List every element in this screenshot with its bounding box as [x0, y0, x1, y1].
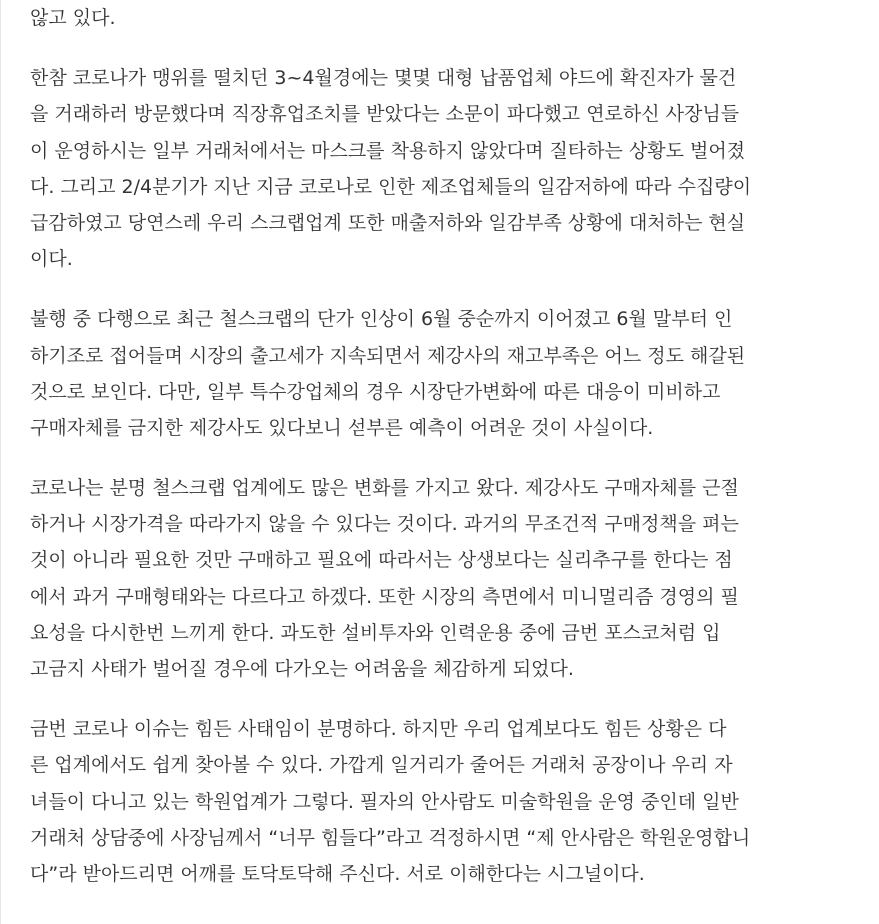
text-line: 이 운영하시는 일부 거래처에서는 마스크를 착용하지 않았다며 질타하는 상황도 벌어졌 — [30, 139, 746, 162]
text-line: 것으로 보인다. 다만, 일부 특수강업체의 경우 시장단가변화에 따른 대응이 미비하고 — [30, 380, 721, 403]
text-line: 한참 코로나가 맹위를 떨치던 3~4월경에는 몇몇 대형 납품업체 야드에 확진자가 물건 — [30, 67, 737, 90]
text-line: 른 업계에서도 쉽게 찾아볼 수 있다. 가깝게 일거리가 줄어든 거래처 공장이나 우리 자 — [30, 754, 733, 777]
paragraph-gap — [30, 36, 860, 60]
left-border-rule — [0, 0, 1, 924]
paragraph-3 — [30, 301, 860, 446]
text-line: 않고 있다. — [30, 7, 116, 29]
text-line: 에서 과거 구매형태와는 다르다고 하겠다. 또한 시장의 측면에서 미니멀리즘 경영의 필 — [30, 585, 739, 608]
paragraph-gap — [30, 687, 860, 711]
text-line: 녀들이 다니고 있는 학원업계가 그렇다. 필자의 안사람도 미술학원을 운영 중인데 일반 — [30, 790, 739, 813]
text-line: 을 거래하러 방문했다며 직장휴업조치를 받았다는 소문이 파다했고 연로하신 사장님들 — [30, 103, 740, 126]
paragraph-1 — [30, 0, 860, 36]
text-line: 코로나는 분명 철스크랩 업계에도 많은 변화를 가지고 왔다. 제강사도 구매자체를 근절 — [30, 477, 739, 500]
text-line: 급감하였고 당연스레 우리 스크랩업계 또한 매출저하와 일감부족 상황에 대처하는 현실 — [30, 211, 746, 234]
paragraph-gap — [30, 446, 860, 470]
text-line: 하거나 시장가격을 따라가지 않을 수 있다는 것이다. 과거의 무조건적 구매정책을 펴는 — [30, 513, 739, 536]
text-line: 다. 그리고 2/4분기가 지난 지금 코로나로 인한 제조업체들의 일감저하에 따라 수집량이 — [30, 175, 752, 198]
text-line: 불행 중 다행으로 최근 철스크랩의 단가 인상이 6월 중순까지 이어졌고 6월 말부터 인 — [30, 308, 733, 331]
text-line: 이다. — [30, 248, 73, 271]
text-line: 구매자체를 금지한 제강사도 있다보니 섣부른 예측이 어려운 것이 사실이다. — [30, 416, 654, 439]
paragraph-4 — [30, 470, 860, 687]
text-line: 요성을 다시한번 느끼게 한다. 과도한 설비투자와 인력운용 중에 금번 포스코처럼 입 — [30, 621, 721, 644]
text-line: 고금지 사태가 벌어질 경우에 다가오는 어려움을 체감하게 되었다. — [30, 658, 574, 680]
text-line: 거래처 상담중에 사장님께서 “너무 힘들다”라고 걱정하시면 “제 안사람은 학원운영합니 — [30, 826, 751, 849]
paragraph-5 — [30, 711, 860, 892]
text-line: 다”라 받아드리면 어깨를 토닥토닥해 주신다. 서로 이해한다는 시그널이다. — [30, 862, 645, 885]
text-line: 금번 코로나 이슈는 힘든 사태임이 분명하다. 하지만 우리 업계보다도 힘든 상황은 다 — [30, 718, 727, 741]
text-line: 하기조로 접어들며 시장의 출고세가 지속되면서 제강사의 재고부족은 어느 정도 해갈된 — [30, 344, 746, 367]
paragraph-2 — [30, 60, 860, 277]
paragraph-gap — [30, 277, 860, 301]
article-body — [30, 0, 860, 892]
text-line: 것이 아니라 필요한 것만 구매하고 필요에 따라서는 상생보다는 실리추구를 한다는 점 — [30, 549, 733, 572]
